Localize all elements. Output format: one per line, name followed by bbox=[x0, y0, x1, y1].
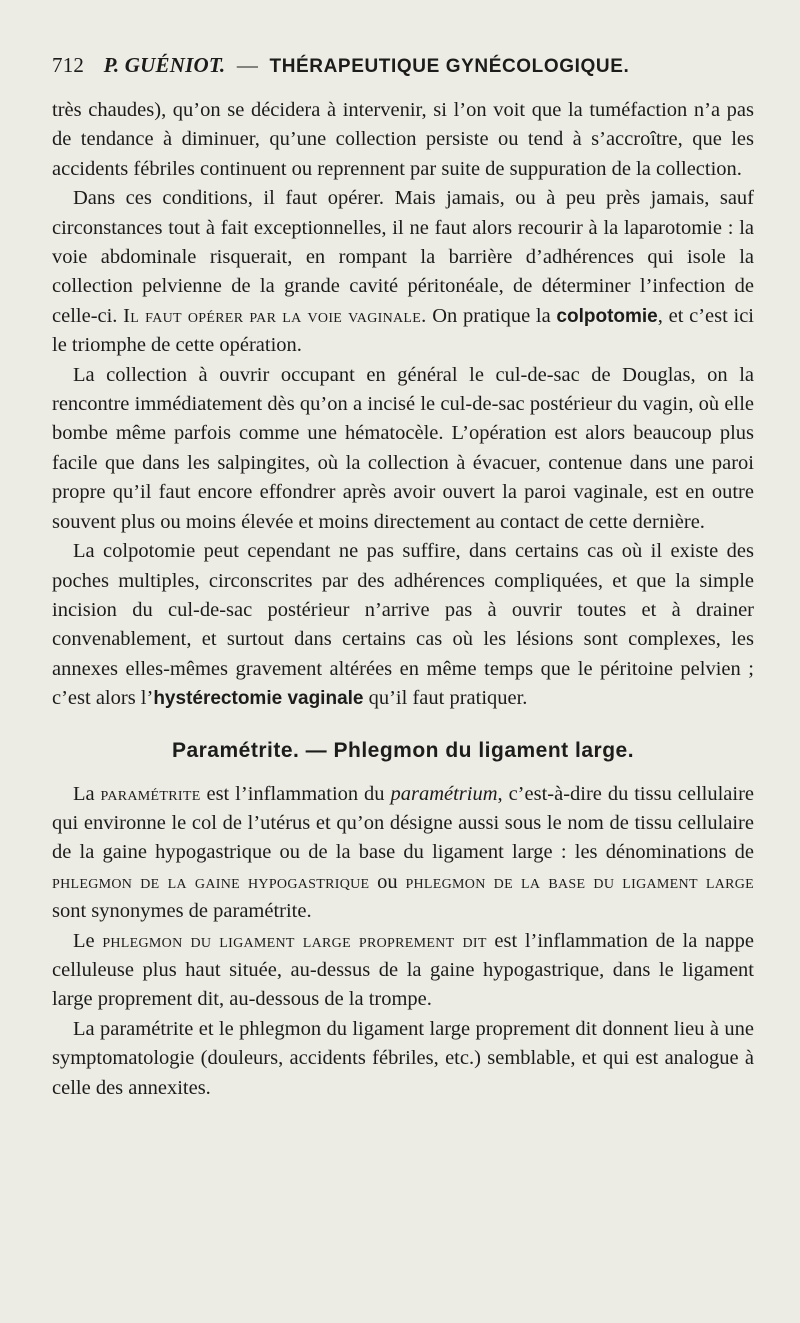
p5-text-e: sont synonymes de paramétrite. bbox=[52, 900, 312, 923]
paragraph-5 bbox=[52, 780, 754, 927]
section-heading: Paramétrite. — Phlegmon du ligament large. bbox=[171, 738, 635, 762]
p5-smallcaps-2: phlegmon de la gaine hypogastrique bbox=[52, 870, 370, 893]
p5-smallcaps-3: phlegmon de la base du ligament large bbox=[405, 870, 755, 893]
running-header bbox=[52, 52, 754, 80]
page-number: 712 bbox=[52, 53, 85, 77]
p5-text-c: , c’est-à-dire du tissu cellulaire qui environne le col de l’utérus et qu’on désigne aussi sous le nom de tissu cellulaire de la gaine hypogastrique ou de la base du ligament large : les dénominations de bbox=[52, 782, 755, 864]
p6-smallcaps: phlegmon du ligament large proprement dit bbox=[102, 929, 487, 952]
p5-text-d: ou bbox=[377, 870, 398, 893]
paragraph-7: La paramétrite et le phlegmon du ligament large proprement dit donnent lieu à une symptomatologie (douleurs, accidents fébriles, etc.) semblable, et qui est analogue à celle des annexites. bbox=[52, 1017, 754, 1099]
p2-text-c: , et c’est ici le triomphe de cette opération. bbox=[52, 304, 755, 357]
p6-text-b: est l’inflammation de la nappe celluleuse plus haut située, au-dessus de la gaine hypogastrique, dans le ligament large proprement dit, au-dessous de la trompe. bbox=[52, 929, 754, 1011]
paragraph-6 bbox=[52, 927, 754, 1015]
paragraph-2 bbox=[52, 184, 754, 360]
header-author: P. GUÉNIOT. bbox=[103, 53, 226, 77]
paragraph-4 bbox=[52, 537, 754, 713]
p5-italic-term: paramétrium bbox=[390, 782, 498, 805]
p2-bold-term: colpotomie bbox=[556, 305, 658, 327]
p2-text-a: Dans ces conditions, il faut opérer. Mais jamais, ou à peu près jamais, sauf circonstances tout à fait exceptionnelles, il ne faut alors recourir à la laparotomie : la voie abdominale risquerait, en rompant la barrière d’adhérences qui isole la collection pelvienne de la grande cavité péritonéale, de déterminer l’infection de celle-ci. bbox=[52, 187, 754, 327]
header-title: THÉRAPEUTIQUE GYNÉCOLOGIQUE. bbox=[269, 56, 630, 77]
p4-bold-term: hystérectomie vaginale bbox=[153, 688, 364, 710]
p4-text-a: La colpotomie peut cependant ne pas suffire, dans certains cas où il existe des poches multiples, circonscrites par des adhérences compliquées, et que la simple incision du cul-de-sac postérieur n’arrive pas à ouvrir toutes et à drainer convenablement, et surtout dans certains cas où les lésions sont complexes, les annexes elles-mêmes gravement altérées en même temps que le péritoine pelvien ; c’est alors l’ bbox=[52, 540, 754, 710]
p5-smallcaps-1: paramétrite bbox=[100, 782, 201, 805]
p5-text-a: La bbox=[73, 782, 95, 805]
document-page bbox=[52, 52, 754, 1103]
p4-text-b: qu’il faut pratiquer. bbox=[363, 687, 528, 710]
p2-smallcaps: Il faut opérer par la voie vaginale. bbox=[123, 304, 427, 327]
header-dash: — bbox=[236, 53, 259, 77]
paragraph-1: très chaudes), qu’on se décidera à intervenir, si l’on voit que la tuméfaction n’a pas de tendance à diminuer, qu’une collection persiste ou tend à s’accroître, que les accidents fébriles continuent ou reprennent par suite de suppuration de la collection. bbox=[52, 99, 754, 180]
p6-text-a: Le bbox=[73, 929, 95, 952]
paragraph-3: La collection à ouvrir occupant en général le cul-de-sac de Douglas, on la rencontre immédiatement dès qu’on a incisé le cul-de-sac postérieur du vagin, où elle bombe même parfois comme une hématocèle. L’opération est alors beaucoup plus facile que dans les salpingites, où la collection à évacuer, contenue dans une paroi propre qu’il faut encore effondrer après avoir ouvert la paroi vaginale, est en outre souvent plus ou moins élevée et moins directement au contact de cette dernière. bbox=[52, 363, 754, 533]
p5-text-b: est l’inflammation du bbox=[206, 782, 385, 805]
p2-text-b: On pratique la bbox=[432, 304, 551, 327]
